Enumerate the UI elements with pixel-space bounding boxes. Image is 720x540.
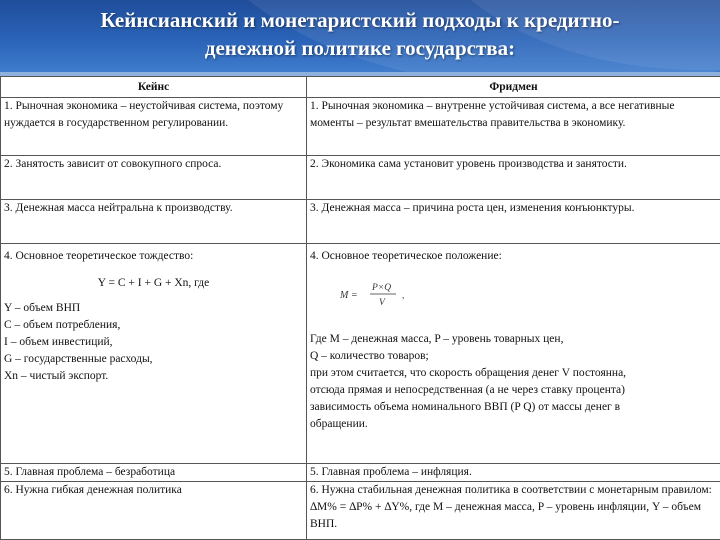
definition-line: при этом считается, что скорость обращения денег V постоянна,: [310, 367, 627, 379]
column-header-keynes: Кейнс: [1, 77, 307, 98]
definition-line: Xn – чистый экспорт.: [4, 370, 109, 382]
definition-line: отсюда прямая и непосредственная (а не через ставку процента): [310, 384, 625, 396]
definition-line: Q – количество товаров;: [310, 350, 429, 362]
page-title: [0, 6, 720, 62]
formula-lhs: M =: [340, 290, 358, 301]
definition-line: обращении.: [310, 418, 368, 430]
formula-numerator: P×Q: [372, 283, 392, 293]
title-line-1: Кейнсианский и монетаристский подходы к кредитно-: [100, 8, 620, 32]
table-row: [1, 98, 720, 156]
table-cell: 1. Рыночная экономика – внутренне устойчивая система, а все негативные моменты – результат вмешательства правительства в экономику.: [307, 98, 720, 156]
formula-comma: ,: [402, 291, 405, 301]
blank-space: [4, 385, 303, 437]
table-cell: 3. Денежная масса – причина роста цен, изменения конъюнктуры.: [307, 200, 720, 244]
friedman-formula: [340, 279, 430, 309]
table-cell: 5. Главная проблема – безработица: [1, 464, 307, 482]
definition-line: I – объем инвестиций,: [4, 336, 113, 348]
table-cell: 3. Денежная масса нейтральна к производству.: [1, 200, 307, 244]
table-cell: 6. Нужна стабильная денежная политика в соответствии с монетарным правилом: ∆M% = ∆P% + ∆Y%, где M – денежная масса, P – уровень инфляции, Y – объем ВНП.: [307, 482, 720, 540]
table-row: [1, 200, 720, 244]
table-cell: 6. Нужна гибкая денежная политика: [1, 482, 307, 540]
table-cell: 5. Главная проблема – инфляция.: [307, 464, 720, 482]
table-cell: [307, 244, 720, 464]
identity-heading: 4. Основное теоретическое тождество:: [4, 250, 194, 262]
definition-line: Где M – денежная масса, P – уровень товарных цен,: [310, 333, 564, 345]
title-banner: [0, 0, 720, 72]
definition-line: G – государственные расходы,: [4, 353, 153, 365]
table-row: [1, 244, 720, 464]
definition-line: зависимость объема номинального ВВП (P Q) от массы денег в: [310, 401, 621, 413]
comparison-table: [0, 76, 720, 540]
table-cell: 2. Занятость зависит от совокупного спроса.: [1, 156, 307, 200]
definition-line: Y – объем ВНП: [4, 302, 81, 314]
table-row: [1, 464, 720, 482]
table-row: [1, 156, 720, 200]
table-cell: 1. Рыночная экономика – неустойчивая система, поэтому нуждается в государственном регулировании.: [1, 98, 307, 156]
position-heading: 4. Основное теоретическое положение:: [310, 250, 502, 262]
formula-denominator: V: [379, 298, 385, 308]
column-header-friedman: Фридмен: [307, 77, 720, 98]
table-header-row: [1, 77, 720, 98]
definition-line: C – объем потребления,: [4, 319, 121, 331]
title-line-2: денежной политике государства:: [204, 36, 516, 60]
table-row: [1, 482, 720, 540]
keynes-formula: Y = C + I + G + Xn, где: [97, 277, 210, 289]
table-cell: 2. Экономика сама установит уровень производства и занятости.: [307, 156, 720, 200]
table-cell: [1, 244, 307, 464]
